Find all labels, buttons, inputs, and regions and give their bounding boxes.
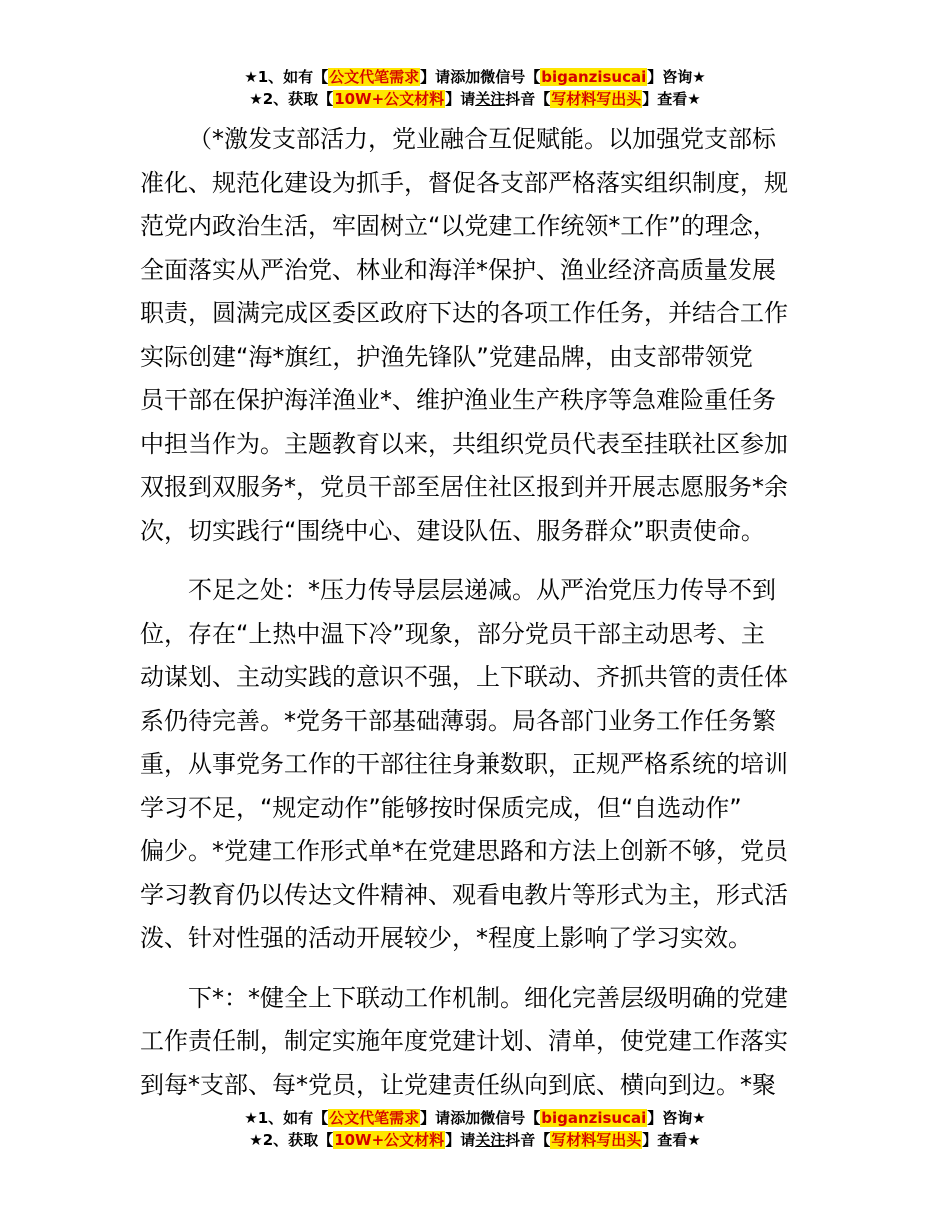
banner-text: 】咨询★ [647,68,706,86]
text-line: 员干部在保护海洋渔业*、维护渔业生产秩序等急难险重任务 [140,386,776,414]
footer-banner [0,1107,950,1151]
banner-highlight-douyin: 写材料写出头 [551,1131,642,1149]
banner-text: 】咨询★ [647,1109,706,1127]
banner-highlight-douyin: 写材料写出头 [551,90,642,108]
banner-highlight-materials: 10W+公文材料 [334,90,445,108]
text-line: 准化、规范化建设为抓手，督促各支部严格落实组织制度，规 [140,168,788,197]
text-line: 系仍待完善。*党务干部基础薄弱。局各部门业务工作任务繁 [140,706,776,735]
text-line: 实际创建“海*旗红，护渔先锋队”党建品牌，由支部带领党 [140,342,753,371]
text-line: 范党内政治生活，牢固树立“以党建工作统领*工作”的理念， [140,212,777,240]
banner-text: 】查看★ [642,1131,701,1149]
paragraph-shortcomings [140,569,820,961]
text-line: 泼、针对性强的活动开展较少，*程度上影响了学习实效。 [140,924,752,952]
text-line: 学习不足，“规定动作”能够按时保质完成，但“自选动作” [140,793,742,822]
banner-text: 关注 [475,1131,506,1149]
banner-text: 】请 [420,68,451,86]
text-line: 偏少。*党建工作形式单*在党建思路和方法上创新不够，党员 [140,837,788,865]
banner-text: ★1、如有【 [244,68,329,86]
banner-text: 添加 [450,68,481,86]
banner-highlight-service: 公文代笔需求 [329,1109,420,1127]
header-banner-line-2 [0,88,950,110]
document-body [140,118,820,1123]
banner-text: 添加 [450,1109,481,1127]
footer-banner-line-1 [0,1107,950,1129]
paragraph-branch-vitality [140,118,820,553]
banner-text: 】查看★ [642,90,701,108]
text-line: 工作责任制，制定实施年度党建计划、清单，使党建工作落实 [140,1027,788,1055]
text-line: 到每*支部、每*党员，让党建责任纵向到底、横向到边。*聚 [140,1070,776,1099]
text-line: 中担当作为。主题教育以来，共组织党员代表至挂联社区参加 [140,429,788,458]
paragraph-next-steps [140,977,820,1108]
banner-text: ★2、获取【 [249,90,334,108]
text-line: 重，从事党务工作的干部往往身兼数职，正规严格系统的培训 [140,750,788,778]
banner-text: 抖音【 [505,1131,551,1149]
banner-text: 微信号【 [480,1109,541,1127]
text-line: （*激发支部活力，党业融合互促赋能。以加强党支部标 [188,125,776,153]
text-line: 不足之处：*压力传导层层递减。从严治党压力传导不到 [188,576,776,604]
banner-highlight-wechat-id: biganzisucai [541,1109,647,1127]
text-line: 下*：*健全上下联动工作机制。细化完善层级明确的党建 [188,983,788,1012]
header-banner-line-1 [0,66,950,88]
footer-banner-line-2 [0,1129,950,1151]
header-banner [0,66,950,110]
banner-text: 关注 [475,90,506,108]
banner-text: 】请 [445,90,476,108]
text-line: 学习教育仍以传达文件精神、观看电教片等形式为主，形式活 [140,880,788,909]
banner-text: 抖音【 [505,90,551,108]
text-line: 全面落实从严治党、林业和海洋*保护、渔业经济高质量发展 [140,255,776,284]
banner-text: ★1、如有【 [244,1109,329,1127]
text-line: 动谋划、主动实践的意识不强，上下联动、齐抓共管的责任体 [140,663,788,691]
text-line: 位，存在“上热中温下冷”现象，部分党员干部主动思考、主 [140,619,765,648]
banner-highlight-wechat-id: biganzisucai [541,68,647,86]
banner-text: ★2、获取【 [249,1131,334,1149]
text-line: 双报到双服务*，党员干部至居住社区报到并开展志愿服务*余 [140,473,788,501]
banner-text: 】请 [445,1131,476,1149]
text-line: 次，切实践行“围绕中心、建设队伍、服务群众”职责使命。 [140,516,765,545]
banner-highlight-materials: 10W+公文材料 [334,1131,445,1149]
banner-highlight-service: 公文代笔需求 [329,68,420,86]
banner-text: 】请 [420,1109,451,1127]
text-line: 职责，圆满完成区委区政府下达的各项工作任务，并结合工作 [140,299,788,327]
banner-text: 微信号【 [480,68,541,86]
